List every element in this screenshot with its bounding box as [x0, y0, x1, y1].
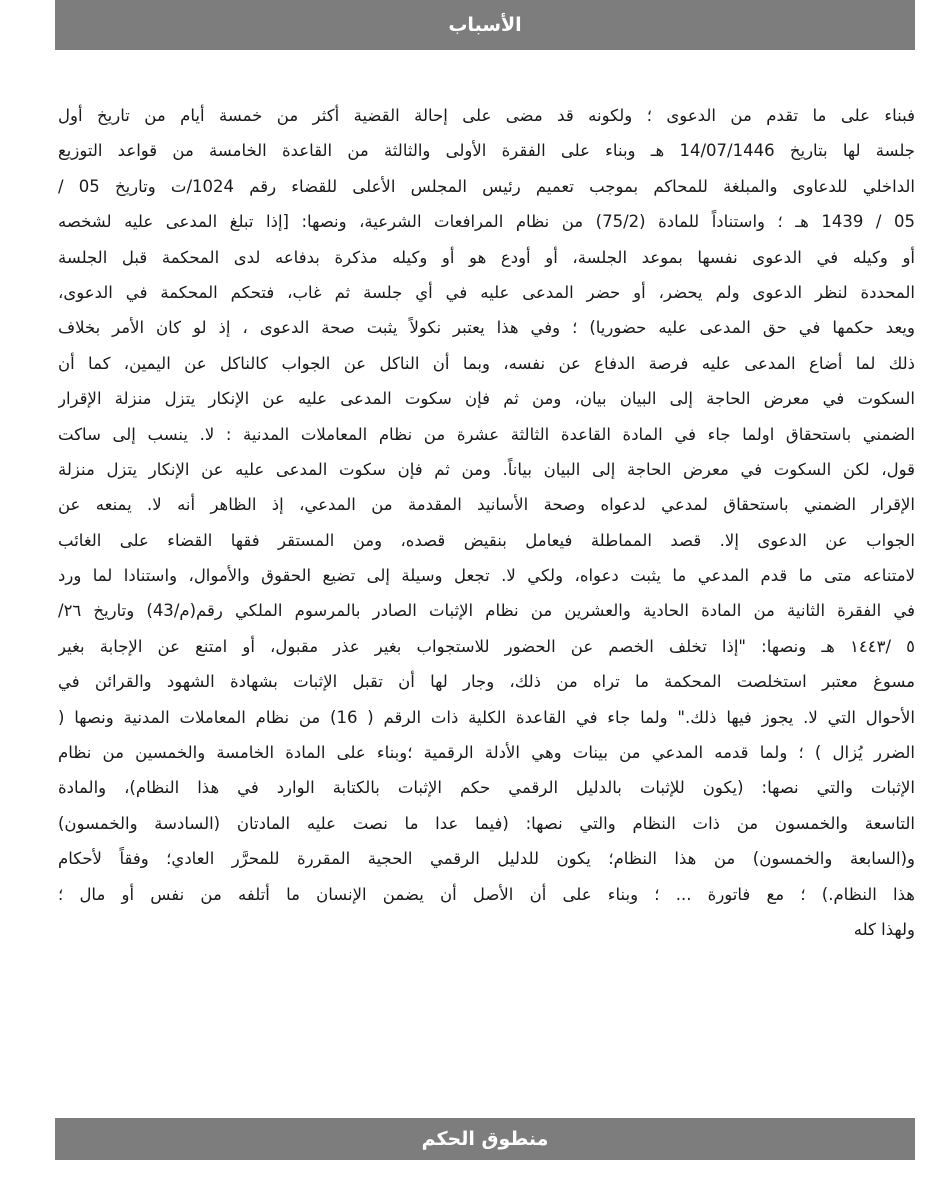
section-title-reasons: الأسباب	[448, 14, 522, 36]
body-line: فبناء على ما تقدم من الدعوى ؛ ولكونه قد مضى على إحالة القضية أكثر من خمسة أيام من تاريخ أول	[58, 106, 915, 125]
section-title-ruling: منطوق الحكم	[421, 1128, 549, 1150]
body-line: لامتناعه متى ما قدم المدعي ما يثبت دعواه، ولكي لا. تجعل وسيلة إلى تضيع الحقوق والأموال، واستنادا لما ورد	[58, 566, 915, 586]
body-line: أو وكيله في الدعوى نفسها بموعد الجلسة، أو أودع هو أو وكيله مذكرة بدفاعه لدى المحكمة قبل الجلسة	[58, 247, 915, 267]
body-line: هذا النظام.) ؛ مع فاتورة ... ؛ وبناء على أن الأصل أن يضمن الإنسان ما أتلفه من نفس أو مال ؛	[58, 884, 915, 904]
body-line: الضمني باستحقاق اولما جاء في المادة القاعدة الثالثة عشرة من نظام المعاملات المدنية : لا. ينسب إلى ساكت	[58, 424, 915, 444]
body-line: الداخلي للدعاوى والمبلغة للمحاكم بموجب تعميم رئيس المجلس الأعلى للقضاء رقم 1024/ت وتاريخ 05 /	[58, 176, 915, 196]
section-header-reasons	[55, 0, 915, 50]
body-line: الإقرار الضمني باستحقاق لمدعي لدعواه وصحة الأسانيد المقدمة من المدعي، إذ الظاهر أنه لا. يمنعه عن	[58, 495, 915, 515]
body-line: السكوت في معرض الحاجة إلى البيان بيان، ومن ثم فإن سكوت المدعى عليه عن الإنكار يتزل منزلة الإقرار	[58, 389, 915, 409]
body-line: جلسة لها بتاريخ 14/07/1446 هـ وبناء على الفقرة الأولى والثالثة من القاعدة الخامسة من قواعد التوزيع	[58, 141, 915, 161]
body-line: ولهذا كله	[853, 919, 915, 939]
body-line: قول، لكن السكوت في معرض الحاجة إلى البيان بياناً. ومن ثم فإن سكوت المدعى عليه عن الإنكار يتزل منزلة	[58, 459, 915, 479]
body-line: الضرر يُزال ) ؛ ولما قدمه المدعي من بينات وهي الأدلة الرقمية ؛وبناء على المادة الخامسة والخمسين من نظام	[58, 743, 915, 763]
body-line: الجواب عن الدعوى إلا. قصد المماطلة فيعامل بنقيض قصده، ومن المستقر فقها القضاء على الغائب	[58, 530, 915, 550]
section-header-ruling	[55, 1118, 915, 1160]
body-line: مسوغ معتبر استخلصت المحكمة ما تراه من ذلك، وجار لها أن تقبل الإثبات بشهادة الشهود والقرائن في	[58, 672, 915, 692]
body-line: في الفقرة الثانية من المادة الحادية والعشرين من نظام الإثبات الصادر بالمرسوم الملكي رقم(م/43) وتاريخ ٢٦/	[58, 601, 915, 621]
body-line: ذلك لما أضاع المدعى عليه فرصة الدفاع عن نفسه، وبما أن الناكل عن الجواب كالناكل عن اليمين، كما أن	[58, 353, 915, 373]
body-line: الأحوال التي لا. يجوز فيها ذلك." ولما جاء في القاعدة الكلية ذات الرقم ( 16) من نظام المعاملات المدنية ونصها (	[58, 707, 915, 727]
reasons-body	[58, 98, 915, 947]
body-line: ٥ /١٤٤٣ هـ ونصها: "إذا تخلف الخصم عن الحضور للاستجواب بغير عذر مقبول، أو امتنع عن الإجابة بغير	[58, 636, 915, 656]
body-line: المحددة لنظر الدعوى ولم يحضر، أو حضر المدعى عليه في أي جلسة ثم غاب، فتحكم المحكمة في الدعوى،	[58, 282, 915, 302]
body-line: التاسعة والخمسون من ذات النظام والتي نصها: (فيما عدا ما نصت عليه المادتان (السادسة والخمسون)	[58, 813, 915, 833]
body-line: الإثبات والتي نصها: (يكون للإثبات بالدليل الرقمي حكم الإثبات بالكتابة الوارد في هذا النظام)، والمادة	[58, 778, 915, 798]
body-line: 05 / 1439 هـ ؛ واستناداً للمادة (75/2) من نظام المرافعات الشرعية، ونصها: [إذا تبلغ المدعى عليه لشخصه	[58, 212, 915, 232]
body-line: و(السابعة والخمسون) من هذا النظام؛ يكون للدليل الرقمي الحجية المقررة للمحرَّر العادي؛ وفقاً لأحكام	[58, 849, 915, 869]
body-line: ويعد حكمها في حق المدعى عليه حضوريا) ؛ وفي هذا يعتبر نكولاً يثبت صحة الدعوى ، إذ لو كان الأمر بخلاف	[58, 318, 915, 338]
